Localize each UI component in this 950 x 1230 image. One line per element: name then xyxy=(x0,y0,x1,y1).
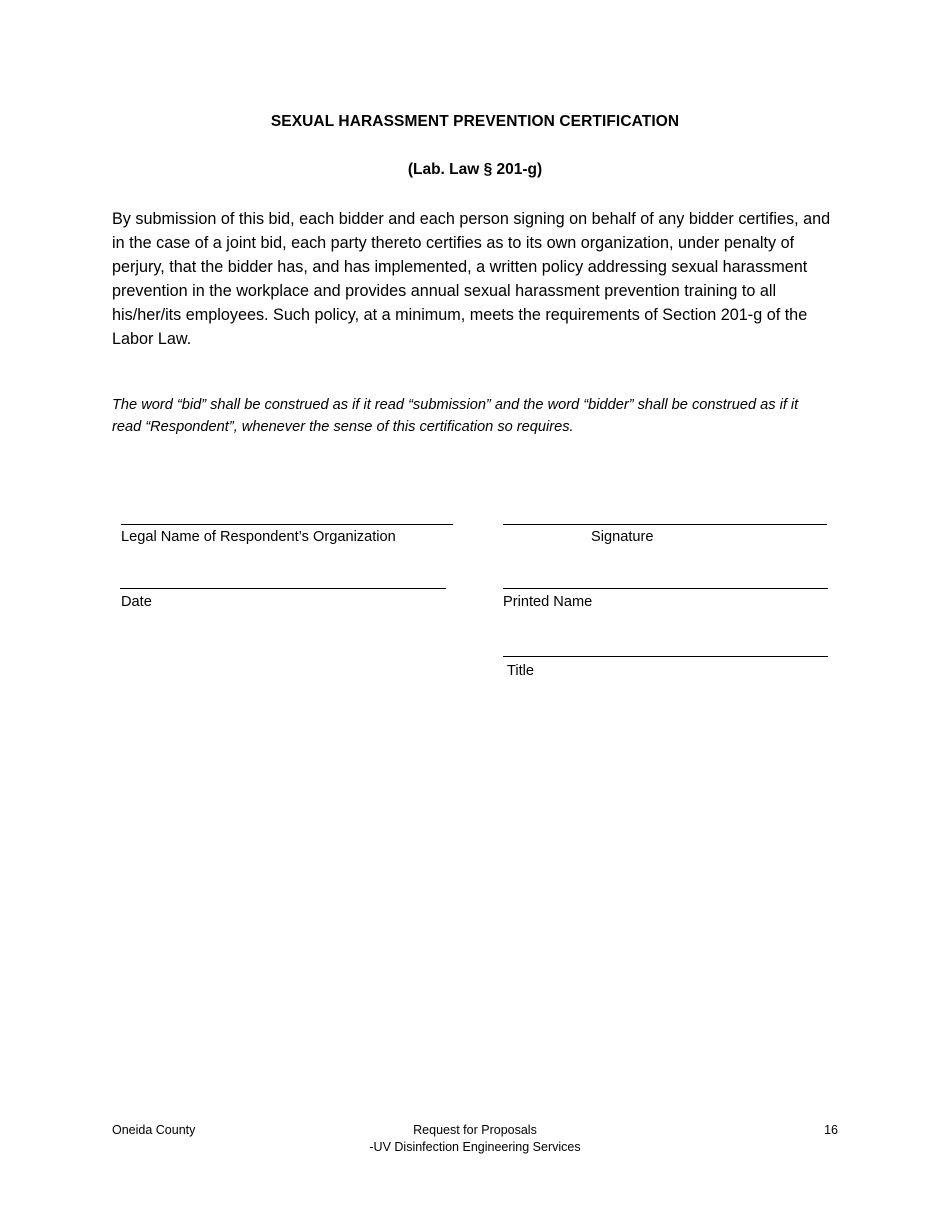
certification-body: By submission of this bid, each bidder and each person signing on behalf of any bidder certifies, and in the case of a joint bid, each party thereto certifies as to its own organization, under penalty of perjury, that the bidder has, and has implemented, a written policy addressing sexual harassment prevention in the workplace and provides annual sexual harassment prevention training to all his/her/its employees. Such policy, at a minimum, meets the requirements of Section 201-g of the Labor Law. xyxy=(112,210,831,348)
date-line[interactable] xyxy=(120,588,446,589)
footer-center xyxy=(325,1122,625,1156)
signature-line[interactable] xyxy=(503,524,827,525)
org-name-line[interactable] xyxy=(121,524,453,525)
printed-name-label: Printed Name xyxy=(503,594,593,610)
printed-name-line[interactable] xyxy=(503,588,828,589)
title-line[interactable] xyxy=(503,656,828,657)
org-name-label: Legal Name of Respondent’s Organization xyxy=(121,529,396,545)
title-label: Title xyxy=(507,663,535,679)
date-label: Date xyxy=(121,594,152,610)
construction-note: The word “bid” shall be construed as if it read “submission” and the word “bidder” shall be construed as if it read “Respondent”, whenever the sense of this certification so requires. xyxy=(112,397,799,435)
document-subtitle: (Lab. Law § 201-g) xyxy=(407,161,543,178)
document-title: SEXUAL HARASSMENT PREVENTION CERTIFICATION xyxy=(270,113,680,130)
footer-project-line: -UV Disinfection Engineering Services xyxy=(369,1140,581,1154)
signature-label: Signature xyxy=(591,529,654,545)
footer-rfp-line: Request for Proposals xyxy=(413,1123,537,1137)
footer-county: Oneida County xyxy=(112,1123,196,1137)
page-number: 16 xyxy=(824,1123,838,1137)
